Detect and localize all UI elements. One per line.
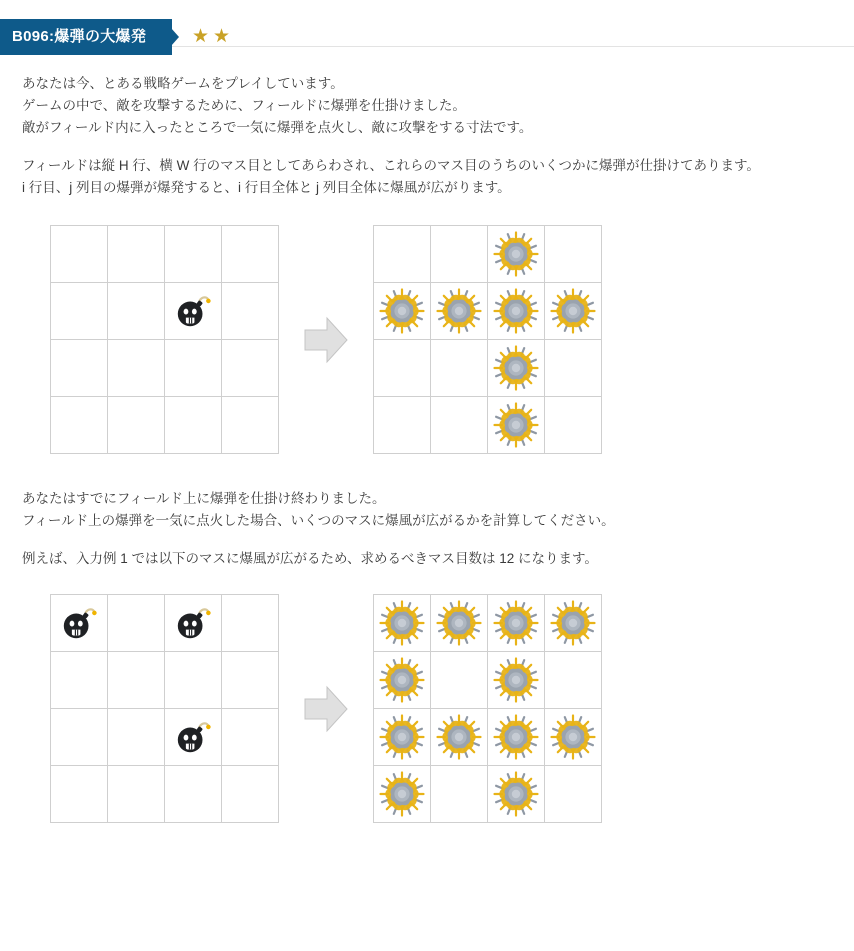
page-title: B096:爆弾の大爆発 (0, 19, 172, 55)
grid-cell-bomb (165, 283, 222, 340)
ribbon-notch-decoration (163, 19, 179, 55)
grid-cell-empty (545, 766, 602, 823)
grid-cell-empty (108, 709, 165, 766)
explosion-icon (436, 600, 482, 646)
paragraph-block-1 (22, 73, 832, 139)
star-icon: ★ (192, 26, 214, 47)
grid-row (51, 283, 279, 340)
grid-cell-empty (545, 652, 602, 709)
grid-cell-empty (222, 397, 279, 454)
grid-cell-blast (431, 709, 488, 766)
grid-row (374, 709, 602, 766)
grid-cell-blast (488, 709, 545, 766)
page-header (0, 0, 854, 47)
grid-cell-empty (165, 397, 222, 454)
grid-cell-empty (374, 226, 431, 283)
problem-statement (0, 47, 854, 823)
statement-line: 敵がフィールド内に入ったところで一気に爆弾を点火し、敵に攻撃をする寸法です。 (22, 120, 533, 135)
figure-input-example-1 (50, 594, 832, 823)
grid-row (374, 652, 602, 709)
grid-cell-bomb (165, 709, 222, 766)
grid-cell-empty (431, 652, 488, 709)
grid-cell-blast (545, 283, 602, 340)
grid-before-1 (50, 225, 279, 454)
grid-cell-blast (488, 340, 545, 397)
explosion-icon (379, 714, 425, 760)
statement-line: あなたはすでにフィールド上に爆弾を仕掛け終わりました。 (22, 491, 386, 506)
grid-row (51, 595, 279, 652)
grid-cell-empty (51, 766, 108, 823)
grid-cell-blast (545, 595, 602, 652)
grid-cell-empty (222, 595, 279, 652)
grid-cell-empty (108, 283, 165, 340)
bomb-icon (60, 604, 98, 642)
grid-cell-blast (488, 766, 545, 823)
grid-cell-empty (51, 709, 108, 766)
paragraph-block-3 (22, 488, 832, 532)
explosion-icon (436, 714, 482, 760)
grid-cell-empty (165, 340, 222, 397)
explosion-icon (493, 345, 539, 391)
grid-cell-empty (222, 652, 279, 709)
grid-cell-blast (374, 709, 431, 766)
grid-cell-empty (108, 340, 165, 397)
grid-cell-empty (51, 397, 108, 454)
explosion-icon (550, 714, 596, 760)
grid-cell-empty (222, 766, 279, 823)
grid-after-2 (373, 594, 602, 823)
grid-cell-empty (545, 340, 602, 397)
grid-cell-blast (488, 283, 545, 340)
grid-cell-empty (545, 226, 602, 283)
grid-row (374, 397, 602, 454)
grid-cell-blast (374, 283, 431, 340)
grid-cell-bomb (165, 595, 222, 652)
grid-cell-empty (431, 766, 488, 823)
grid-cell-empty (222, 226, 279, 283)
grid-row (51, 340, 279, 397)
explosion-icon (379, 288, 425, 334)
grid-cell-empty (51, 340, 108, 397)
grid-row (51, 766, 279, 823)
grid-cell-empty (165, 766, 222, 823)
grid-row (374, 340, 602, 397)
right-arrow-icon (303, 683, 349, 735)
grid-cell-blast (488, 652, 545, 709)
grid-cell-blast (545, 709, 602, 766)
explosion-icon (379, 600, 425, 646)
paragraph-block-2 (22, 155, 832, 199)
grid-cell-empty (108, 226, 165, 283)
difficulty-stars (192, 27, 234, 47)
explosion-icon (493, 714, 539, 760)
figure-single-bomb-example (50, 225, 832, 454)
grid-after-1 (373, 225, 602, 454)
grid-before-2 (50, 594, 279, 823)
grid-cell-empty (431, 397, 488, 454)
grid-cell-empty (165, 652, 222, 709)
grid-cell-empty (51, 652, 108, 709)
grid-row (374, 595, 602, 652)
grid-cell-empty (51, 283, 108, 340)
grid-row (51, 652, 279, 709)
grid-cell-empty (545, 397, 602, 454)
grid-row (374, 226, 602, 283)
grid-cell-empty (108, 595, 165, 652)
statement-line: あなたは今、とある戦略ゲームをプレイしています。 (22, 76, 344, 91)
statement-line: フィールド上の爆弾を一気に点火した場合、いくつのマスに爆風が広がるかを計算してください。 (22, 513, 615, 528)
bomb-icon (174, 718, 212, 756)
grid-cell-empty (222, 283, 279, 340)
grid-cell-blast (374, 766, 431, 823)
grid-cell-empty (222, 340, 279, 397)
grid-cell-empty (374, 340, 431, 397)
grid-row (51, 226, 279, 283)
grid-row (374, 766, 602, 823)
explosion-icon (550, 600, 596, 646)
statement-line: i 行目、j 列目の爆弾が爆発すると、i 行目全体と j 列目全体に爆風が広がります。 (22, 180, 511, 195)
grid-cell-blast (374, 595, 431, 652)
grid-cell-empty (108, 766, 165, 823)
right-arrow-icon (303, 314, 349, 366)
grid-row (51, 397, 279, 454)
grid-row (51, 709, 279, 766)
statement-line: ゲームの中で、敵を攻撃するために、フィールドに爆弾を仕掛けました。 (22, 98, 466, 113)
grid-cell-empty (108, 397, 165, 454)
grid-cell-blast (488, 397, 545, 454)
grid-cell-empty (431, 226, 488, 283)
explosion-icon (550, 288, 596, 334)
explosion-icon (493, 402, 539, 448)
explosion-icon (436, 288, 482, 334)
statement-line: 例えば、入力例 1 では以下のマスに爆風が広がるため、求めるべきマス目数は 12 になります。 (22, 551, 598, 566)
explosion-icon (493, 600, 539, 646)
grid-cell-blast (431, 595, 488, 652)
grid-cell-blast (431, 283, 488, 340)
paragraph-block-4 (22, 548, 832, 570)
bomb-icon (174, 604, 212, 642)
grid-cell-empty (374, 397, 431, 454)
grid-cell-empty (222, 709, 279, 766)
grid-cell-empty (51, 226, 108, 283)
grid-cell-blast (374, 652, 431, 709)
grid-row (374, 283, 602, 340)
explosion-icon (493, 288, 539, 334)
grid-cell-blast (488, 226, 545, 283)
explosion-icon (379, 657, 425, 703)
bomb-icon (174, 292, 212, 330)
grid-cell-blast (488, 595, 545, 652)
grid-cell-empty (108, 652, 165, 709)
explosion-icon (493, 657, 539, 703)
statement-line: フィールドは縦 H 行、横 W 行のマス目としてあらわされ、これらのマス目のうちのいくつかに爆弾が仕掛けてあります。 (22, 158, 760, 173)
grid-cell-empty (165, 226, 222, 283)
grid-cell-empty (431, 340, 488, 397)
explosion-icon (379, 771, 425, 817)
star-icon: ★ (213, 26, 235, 47)
explosion-icon (493, 771, 539, 817)
grid-cell-bomb (51, 595, 108, 652)
explosion-icon (493, 231, 539, 277)
